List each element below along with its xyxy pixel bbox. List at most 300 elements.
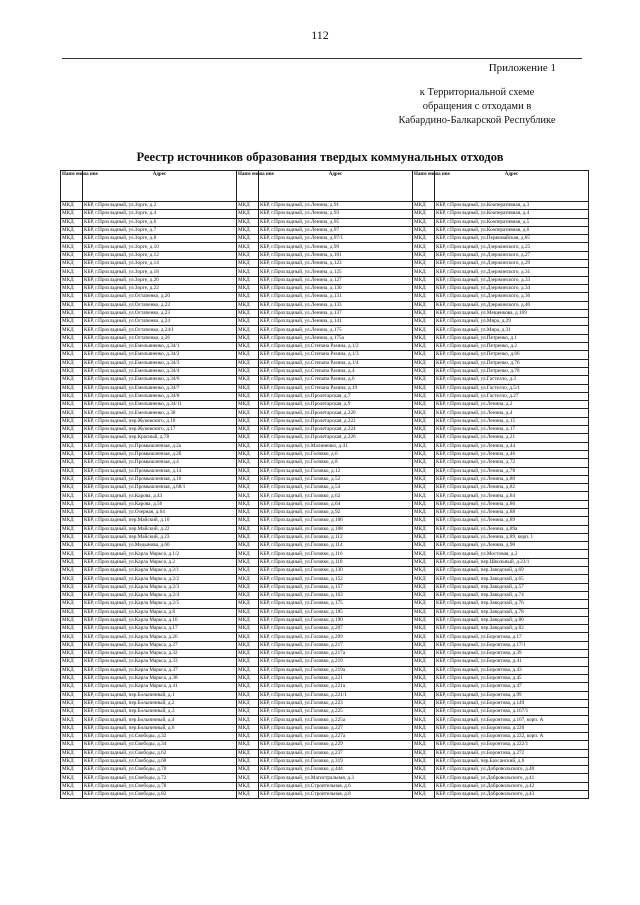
cell-object-type: МКД: [413, 774, 435, 782]
cell-address: КБР, г.Прохладный, ул.Головко, д.221а: [259, 683, 413, 691]
table-row: [61, 442, 589, 450]
cell-address: КБР, г.Прохладный, ул.Зорге, д.2: [83, 202, 237, 210]
registry-body: [61, 202, 589, 799]
cell-address: КБР, г.Прохладный, ул.Головко, д.229: [259, 741, 413, 749]
cell-object-type: МКД: [237, 500, 259, 508]
cell-object-type: МКД: [61, 575, 83, 583]
cell-address: КБР, г.Прохладный, ул.Головко, д.207: [259, 625, 413, 633]
cell-address: КБР, г.Прохладный, ул.Свободы, д.34: [83, 741, 237, 749]
cell-object-type: МКД: [237, 641, 259, 649]
cell-address: КБР, г.Прохладный, ул.Остапенко, д.24: [83, 318, 237, 326]
table-row: [61, 417, 589, 425]
cell-address: КБР, г.Прохладный, ул.Ленина, д.80: [435, 475, 589, 483]
cell-object-type: МКД: [61, 276, 83, 284]
cell-object-type: МКД: [237, 202, 259, 210]
cell-object-type: МКД: [61, 567, 83, 575]
cell-address: КБР, г.Прохладный, ул.Головко, д.225: [259, 708, 413, 716]
table-row: [61, 741, 589, 749]
annex-subtitle-line: обращения с отходами в: [422, 101, 532, 112]
cell-address: КБР, г.Прохладный, ул.Зорге, д.6: [83, 218, 237, 226]
cell-address: КБР, г.Прохладный, ул.Ленина, д.15: [435, 417, 589, 425]
cell-address: КБР, г.Прохладный, ул.Карла Маркса, д.2/4: [83, 591, 237, 599]
cell-address: КБР, г.Прохладный, ул.Остапенко, д.23: [83, 309, 237, 317]
cell-object-type: МКД: [61, 260, 83, 268]
table-row: [61, 782, 589, 790]
cell-object-type: МКД: [237, 741, 259, 749]
cell-object-type: МКД: [413, 426, 435, 434]
cell-object-type: МКД: [413, 600, 435, 608]
cell-object-type: МКД: [61, 392, 83, 400]
cell-object-type: МКД: [61, 782, 83, 790]
cell-object-type: МКД: [413, 309, 435, 317]
cell-address: КБР, г.Прохладный, ул.Свободы, д.68: [83, 757, 237, 765]
cell-address: КБР, г.Прохладный, ул.Ленина, д.141: [259, 318, 413, 326]
cell-address: КБР, г.Прохладный, ул.Боронтова, д.222, корп. А: [435, 733, 589, 741]
cell-address: КБР, г.Прохладный, ул.Степана Разина, д.1/2: [259, 343, 413, 351]
cell-object-type: МКД: [61, 218, 83, 226]
table-row: [61, 691, 589, 699]
cell-object-type: МКД: [61, 376, 83, 384]
cell-object-type: МКД: [61, 500, 83, 508]
table-row: [61, 426, 589, 434]
cell-address: КБР, г.Прохладный, пер.Заводской, д.57: [435, 583, 589, 591]
cell-address: КБР, г.Прохладный, ул.Кооперативная, д.3: [435, 202, 589, 210]
cell-object-type: МКД: [413, 641, 435, 649]
cell-address: КБР, г.Прохладный, ул.Ленина, д.97: [259, 226, 413, 234]
cell-address: КБР, г.Прохладный, ул.Ленина, д.78: [435, 467, 589, 475]
cell-address: КБР, г.Прохладный, ул.Кооперативная, д.6: [435, 226, 589, 234]
cell-address: КБР, г.Прохладный, ул.Боронтова, д.99: [435, 691, 589, 699]
table-row: [61, 683, 589, 691]
cell-address: КБР, г.Прохладный, ул.Промышленная, д.16: [83, 475, 237, 483]
cell-object-type: МКД: [413, 334, 435, 342]
cell-object-type: МКД: [237, 542, 259, 550]
cell-address: КБР, г.Прохладный, ул.Магистральная, д.3: [259, 774, 413, 782]
cell-address: КБР, г.Прохладный, ул.Добровольского, д.40: [435, 766, 589, 774]
cell-address: КБР, г.Прохладный, ул.Головко, д.112: [259, 533, 413, 541]
cell-object-type: МКД: [61, 774, 83, 782]
table-row: [61, 757, 589, 765]
table-row: [61, 583, 589, 591]
column-header-name: Наим енова ние: [237, 171, 259, 202]
cell-address: КБР, г.Прохладный, пер.Заводской, д.80: [435, 616, 589, 624]
column-header-address: Адрес: [259, 171, 413, 202]
cell-object-type: МКД: [61, 691, 83, 699]
cell-object-type: МКД: [61, 343, 83, 351]
cell-object-type: МКД: [61, 409, 83, 417]
cell-address: КБР, г.Прохладный, ул.Головко, д.114: [259, 542, 413, 550]
table-row: [61, 625, 589, 633]
cell-address: КБР, г.Прохладный, ул.Ленина, д.97/1: [259, 235, 413, 243]
cell-object-type: МКД: [413, 326, 435, 334]
table-row: [61, 641, 589, 649]
cell-address: КБР, г.Прохладный, ул.Свободы, д.62: [83, 749, 237, 757]
cell-address: КБР, г.Прохладный, ул.Головко, д.223: [259, 699, 413, 707]
cell-address: КБР, г.Прохладный, ул.Петренко, д.1: [435, 334, 589, 342]
cell-address: КБР, г.Прохладный, ул.Остапенко, д.26: [83, 334, 237, 342]
cell-address: КБР, г.Прохладный, пер.Бахсанский, д.6: [435, 757, 589, 765]
cell-address: КБР, г.Прохладный, ул.Емельяненко, д.34/2: [83, 351, 237, 359]
cell-address: КБР, г.Прохладный, ул.Головко, д.116: [259, 550, 413, 558]
table-row: [61, 459, 589, 467]
cell-object-type: МКД: [413, 235, 435, 243]
cell-address: КБР, г.Прохладный, пер.Заводской, д.82: [435, 625, 589, 633]
cell-object-type: МКД: [413, 442, 435, 450]
cell-address: КБР, г.Прохладный, ул.Боронтова, д.220: [435, 724, 589, 732]
cell-object-type: МКД: [61, 757, 83, 765]
cell-object-type: МКД: [237, 625, 259, 633]
cell-address: КБР, г.Прохладный, ул.Мостовая, д.2: [435, 550, 589, 558]
cell-object-type: МКД: [237, 326, 259, 334]
cell-address: КБР, г.Прохладный, пер.Заводской, д.69: [435, 567, 589, 575]
cell-object-type: МКД: [413, 542, 435, 550]
cell-object-type: МКД: [413, 301, 435, 309]
cell-address: КБР, г.Прохладный, ул.Дзержинского, д.25: [435, 243, 589, 251]
cell-address: КБР, г.Прохладный, ул.Ленина, д.90: [435, 542, 589, 550]
cell-address: КБР, г.Прохладный, ул.Емельяненко, д.34/7: [83, 384, 237, 392]
cell-address: КБР, г.Прохладный, пер.Школьный, д.23/1: [435, 558, 589, 566]
cell-object-type: МКД: [237, 757, 259, 765]
table-row: [61, 733, 589, 741]
cell-address: КБР, г.Прохладный, ул.Карла Маркса, д.26: [83, 633, 237, 641]
cell-object-type: МКД: [413, 417, 435, 425]
cell-address: КБР, г.Прохладный, ул.Зорге, д.12: [83, 251, 237, 259]
cell-object-type: МКД: [61, 417, 83, 425]
cell-address: КБР, г.Прохладный, ул.Ленина, д.82: [435, 484, 589, 492]
cell-object-type: МКД: [413, 293, 435, 301]
cell-address: КБР, г.Прохладный, ул.Пролетарская, д.220: [259, 409, 413, 417]
cell-address: КБР, г.Прохладный, ул.Карла Маркса, д.2/5: [83, 600, 237, 608]
cell-object-type: МКД: [413, 243, 435, 251]
cell-object-type: МКД: [413, 567, 435, 575]
table-row: [61, 550, 589, 558]
table-row: [61, 608, 589, 616]
table-row: [61, 774, 589, 782]
cell-address: КБР, г.Прохладный, ул.Мира, д.31: [435, 326, 589, 334]
cell-object-type: МКД: [237, 409, 259, 417]
cell-object-type: МКД: [237, 525, 259, 533]
cell-address: КБР, г.Прохладный, ул.Добровольского, д.41: [435, 774, 589, 782]
table-row: [61, 359, 589, 367]
cell-object-type: МКД: [61, 733, 83, 741]
cell-object-type: МКД: [237, 235, 259, 243]
cell-object-type: МКД: [413, 575, 435, 583]
cell-object-type: МКД: [413, 658, 435, 666]
cell-address: КБР, г.Прохладный, ул.Ленина, д.89: [435, 517, 589, 525]
cell-object-type: МКД: [237, 475, 259, 483]
cell-object-type: МКД: [237, 392, 259, 400]
cell-object-type: МКД: [413, 284, 435, 292]
cell-object-type: МКД: [413, 450, 435, 458]
cell-object-type: МКД: [413, 459, 435, 467]
cell-object-type: МКД: [237, 343, 259, 351]
cell-object-type: МКД: [237, 774, 259, 782]
cell-object-type: МКД: [61, 674, 83, 682]
cell-address: КБР, г.Прохладный, ул.Головко, д.219а: [259, 666, 413, 674]
table-row: [61, 591, 589, 599]
table-row: [61, 450, 589, 458]
table-row: [61, 492, 589, 500]
cell-address: КБР, г.Прохладный, ул.Головко, д.64: [259, 500, 413, 508]
cell-address: КБР, г.Прохладный, ул.Емельяненко, д.34/11: [83, 401, 237, 409]
cell-address: КБР, г.Прохладный, ул.Ленина, д.4: [435, 409, 589, 417]
table-row: [61, 708, 589, 716]
cell-object-type: МКД: [61, 650, 83, 658]
cell-object-type: МКД: [237, 334, 259, 342]
cell-object-type: МКД: [413, 757, 435, 765]
annex-subtitle-line: к Территориальной схеме: [419, 87, 535, 98]
cell-address: КБР, г.Прохладный, ул.Зорге, д.7: [83, 226, 237, 234]
cell-address: КБР, г.Прохладный, ул.Ленина, д.44: [435, 442, 589, 450]
cell-object-type: МКД: [237, 309, 259, 317]
cell-address: КБР, г.Прохладный, ул.Гастелло, д.27: [435, 392, 589, 400]
table-row: [61, 484, 589, 492]
cell-object-type: МКД: [61, 442, 83, 450]
cell-object-type: МКД: [61, 658, 83, 666]
cell-object-type: МКД: [413, 716, 435, 724]
cell-address: КБР, г.Прохладный, ул.Ленина, д.131: [259, 293, 413, 301]
cell-address: КБР, г.Прохладный, ул.Боронтова, д.45: [435, 674, 589, 682]
cell-object-type: МКД: [413, 367, 435, 375]
cell-address: КБР, г.Прохладный, ул.Промышленная, д.14: [83, 467, 237, 475]
cell-object-type: МКД: [61, 583, 83, 591]
cell-object-type: МКД: [413, 650, 435, 658]
cell-object-type: МКД: [61, 293, 83, 301]
cell-address: КБР, г.Прохладный, ул.Боронтова, д.39: [435, 650, 589, 658]
cell-address: КБР, г.Прохладный, ул.Гастелло, д.3: [435, 376, 589, 384]
cell-object-type: МКД: [413, 226, 435, 234]
cell-object-type: МКД: [237, 567, 259, 575]
cell-address: КБР, г.Прохладный, ул.Промышленная, д.2б: [83, 450, 237, 458]
cell-object-type: МКД: [61, 749, 83, 757]
cell-address: КБР, г.Прохладный, ул.Головко, д.8: [259, 459, 413, 467]
cell-address: КБР, г.Прохладный, ул.Озерная, д.64: [83, 508, 237, 516]
cell-address: КБР, г.Прохладный, ул.Дзержинского, д.34: [435, 284, 589, 292]
cell-address: КБР, г.Прохладный, ул.Емельяненко, д.38: [83, 409, 237, 417]
cell-address: КБР, г.Прохладный, ул.Кооперативная, д.4: [435, 210, 589, 218]
table-row: [61, 791, 589, 799]
cell-address: КБР, г.Прохладный, ул.Боронтова, д.43: [435, 666, 589, 674]
table-row: [61, 508, 589, 516]
cell-address: КБР, г.Прохладный, ул.Головко, д.185: [259, 608, 413, 616]
cell-object-type: МКД: [413, 533, 435, 541]
cell-object-type: МКД: [237, 301, 259, 309]
cell-object-type: МКД: [61, 625, 83, 633]
cell-object-type: МКД: [61, 708, 83, 716]
cell-object-type: МКД: [413, 210, 435, 218]
cell-address: КБР, г.Прохладный, ул.Дзержинского, д.40: [435, 301, 589, 309]
header-rule: [62, 58, 582, 59]
cell-address: КБР, г.Прохладный, ул.Ленина, д.127: [259, 276, 413, 284]
cell-address: КБР, г.Прохладный, ул.Ленина, д.130: [259, 284, 413, 292]
cell-address: КБР, г.Прохладный, пер.Больничный, д.6: [83, 724, 237, 732]
cell-object-type: МКД: [61, 517, 83, 525]
table-row: [61, 500, 589, 508]
cell-object-type: МКД: [237, 417, 259, 425]
cell-address: КБР, г.Прохладный, ул.Головко, д.444: [259, 766, 413, 774]
cell-object-type: МКД: [237, 492, 259, 500]
cell-object-type: МКД: [413, 625, 435, 633]
cell-object-type: МКД: [61, 326, 83, 334]
cell-object-type: МКД: [61, 591, 83, 599]
cell-object-type: МКД: [61, 600, 83, 608]
cell-address: КБР, г.Прохладный, ул.Боронтова, д.149: [435, 699, 589, 707]
cell-address: КБР, г.Прохладный, ул.Емельяненко, д.34/3: [83, 359, 237, 367]
cell-address: КБР, г.Прохладный, ул.Промышленная, д.4: [83, 459, 237, 467]
cell-address: КБР, г.Прохладный, ул.Малиненко, д.41: [259, 442, 413, 450]
cell-object-type: МКД: [413, 467, 435, 475]
cell-address: КБР, г.Прохладный, пер.Красный, д.78: [83, 434, 237, 442]
cell-address: КБР, г.Прохладный, ул.Головко, д.54: [259, 484, 413, 492]
cell-address: КБР, г.Прохладный, ул.Головко, д.118: [259, 558, 413, 566]
table-row: [61, 724, 589, 732]
cell-address: КБР, г.Прохладный, ул.Мещенкова, д.169: [435, 309, 589, 317]
cell-object-type: МКД: [61, 608, 83, 616]
cell-address: КБР, г.Прохладный, ул.Карла Маркса, д.2/3: [83, 583, 237, 591]
cell-object-type: МКД: [237, 442, 259, 450]
cell-object-type: МКД: [413, 674, 435, 682]
table-row: [61, 268, 589, 276]
cell-address: КБР, г.Прохладный, ул.Свободы, д.82: [83, 791, 237, 799]
cell-object-type: МКД: [237, 226, 259, 234]
cell-address: КБР, г.Прохладный, ул.Петренко, д.76: [435, 359, 589, 367]
cell-object-type: МКД: [413, 550, 435, 558]
cell-address: КБР, г.Прохладный, ул.Ленина, д.89а: [435, 525, 589, 533]
cell-address: КБР, г.Прохладный, ул.Головко, д.221/1: [259, 691, 413, 699]
cell-object-type: МКД: [61, 533, 83, 541]
cell-object-type: МКД: [413, 500, 435, 508]
table-header-row: [61, 171, 589, 202]
cell-address: КБР, г.Прохладный, ул.Головко, д.225а: [259, 716, 413, 724]
cell-object-type: МКД: [237, 558, 259, 566]
cell-object-type: МКД: [237, 674, 259, 682]
cell-address: КБР, г.Прохладный, пер.Жуковского, д.10: [83, 417, 237, 425]
cell-address: КБР, г.Прохладный, ул.Карова, д.56: [83, 500, 237, 508]
cell-object-type: МКД: [237, 459, 259, 467]
cell-address: КБР, г.Прохладный, пер.Больничный, д.1: [83, 691, 237, 699]
cell-address: КБР, г.Прохладный, ул.Гастелло, д.5/1: [435, 384, 589, 392]
cell-object-type: МКД: [413, 583, 435, 591]
cell-object-type: МКД: [237, 633, 259, 641]
cell-object-type: МКД: [413, 749, 435, 757]
cell-object-type: МКД: [237, 766, 259, 774]
annex-subtitle-line: Кабардино-Балкарской Республике: [398, 115, 556, 126]
cell-object-type: МКД: [237, 691, 259, 699]
cell-object-type: МКД: [237, 658, 259, 666]
cell-address: КБР, г.Прохладный, ул.Степана Разина, д.1/4: [259, 359, 413, 367]
cell-address: КБР, г.Прохладный, ул.Ленина, д.95: [259, 218, 413, 226]
cell-address: КБР, г.Прохладный, ул.Свободы, д.70: [83, 766, 237, 774]
cell-object-type: МКД: [61, 268, 83, 276]
cell-object-type: МКД: [413, 434, 435, 442]
document-title: Реестр источников образования твердых коммунальных отходов: [136, 150, 504, 164]
cell-address: КБР, г.Прохладный, ул.Степана Разина, д.19: [259, 384, 413, 392]
table-row: [61, 351, 589, 359]
cell-address: КБР, г.Прохладный, ул.Головко, д.237: [259, 749, 413, 757]
cell-address: КБР, г.Прохладный, ул.Ленина, д.17: [435, 426, 589, 434]
cell-object-type: МКД: [237, 616, 259, 624]
cell-object-type: МКД: [413, 484, 435, 492]
column-header-address: Адрес: [435, 171, 589, 202]
cell-object-type: МКД: [237, 284, 259, 292]
table-row: [61, 434, 589, 442]
table-row: [61, 251, 589, 259]
cell-address: КБР, г.Прохладный, ул.Ленина, д.2: [435, 401, 589, 409]
table-row: [61, 301, 589, 309]
cell-address: КБР, г.Прохладный, ул.Карла Маркса, д.41: [83, 683, 237, 691]
cell-address: КБР, г.Прохладный, ул.Карла Маркса, д.8: [83, 608, 237, 616]
cell-address: КБР, г.Прохладный, пер.Больничный, д.4: [83, 716, 237, 724]
cell-address: КБР, г.Прохладный, пер.Заводской, д.78: [435, 608, 589, 616]
cell-object-type: МКД: [237, 484, 259, 492]
cell-object-type: МКД: [413, 733, 435, 741]
table-row: [61, 376, 589, 384]
cell-object-type: МКД: [413, 492, 435, 500]
cell-address: КБР, г.Прохладный, ул.Дзержинского, д.36: [435, 293, 589, 301]
table-row: [61, 475, 589, 483]
cell-object-type: МКД: [61, 741, 83, 749]
cell-object-type: МКД: [413, 202, 435, 210]
cell-address: КБР, г.Прохладный, ул.Пролетарская, д.7: [259, 392, 413, 400]
cell-address: КБР, г.Прохладный, ул.Головко, д.227а: [259, 733, 413, 741]
cell-address: КБР, г.Прохладный, ул.Ленина, д.93: [259, 210, 413, 218]
cell-object-type: МКД: [61, 401, 83, 409]
column-header-name: Наим енова ние: [413, 171, 435, 202]
cell-address: КБР, г.Прохладный, ул.Промышленная, д.68/1: [83, 484, 237, 492]
table-row: [61, 467, 589, 475]
cell-object-type: МКД: [61, 641, 83, 649]
cell-address: КБР, г.Прохладный, ул.Строительная, д.6: [259, 782, 413, 790]
cell-object-type: МКД: [413, 525, 435, 533]
cell-address: КБР, г.Прохладный, ул.Зорге, д.4: [83, 210, 237, 218]
cell-address: КБР, г.Прохладный, ул.Головко, д.52: [259, 475, 413, 483]
annex-subtitle: [372, 86, 582, 128]
cell-address: КБР, г.Прохладный, ул.Мира, д.29: [435, 318, 589, 326]
cell-object-type: МКД: [413, 392, 435, 400]
cell-object-type: МКД: [61, 434, 83, 442]
cell-address: КБР, г.Прохладный, ул.Боронтова, д.272: [435, 749, 589, 757]
table-row: [61, 226, 589, 234]
cell-object-type: МКД: [237, 218, 259, 226]
table-row: [61, 276, 589, 284]
cell-address: КБР, г.Прохладный, ул.Добровольского, д.42: [435, 782, 589, 790]
cell-address: КБР, г.Прохладный, ул.Головко, д.12: [259, 467, 413, 475]
cell-object-type: МКД: [237, 467, 259, 475]
cell-object-type: МКД: [61, 235, 83, 243]
cell-address: КБР, г.Прохладный, ул.Ленина, д.21: [435, 434, 589, 442]
cell-address: КБР, г.Прохладный, ул.Ленина, д.91: [259, 202, 413, 210]
cell-object-type: МКД: [61, 334, 83, 342]
cell-address: КБР, г.Прохладный, ул.Пролетарская, д.224: [259, 426, 413, 434]
cell-address: КБР, г.Прохладный, пер.Жуковского, д.17: [83, 426, 237, 434]
cell-object-type: МКД: [413, 508, 435, 516]
cell-address: КБР, г.Прохладный, ул.Зорге, д.22: [83, 284, 237, 292]
cell-address: КБР, г.Прохладный, ул.Степана Разина, д.1/3: [259, 351, 413, 359]
cell-address: КБР, г.Прохладный, ул.Петренко, д.78: [435, 367, 589, 375]
cell-address: КБР, г.Прохладный, ул.Зорге, д.8: [83, 235, 237, 243]
cell-object-type: МКД: [61, 210, 83, 218]
cell-address: КБР, г.Прохладный, ул.Головко, д.190: [259, 616, 413, 624]
cell-object-type: МКД: [413, 708, 435, 716]
cell-object-type: МКД: [413, 359, 435, 367]
table-row: [61, 293, 589, 301]
cell-object-type: МКД: [61, 284, 83, 292]
cell-object-type: МКД: [61, 484, 83, 492]
cell-object-type: МКД: [413, 384, 435, 392]
cell-object-type: МКД: [237, 591, 259, 599]
cell-address: КБР, г.Прохладный, пер.Заводской, д.65: [435, 575, 589, 583]
cell-address: КБР, г.Прохладный, ул.Петренко, д.2: [435, 343, 589, 351]
